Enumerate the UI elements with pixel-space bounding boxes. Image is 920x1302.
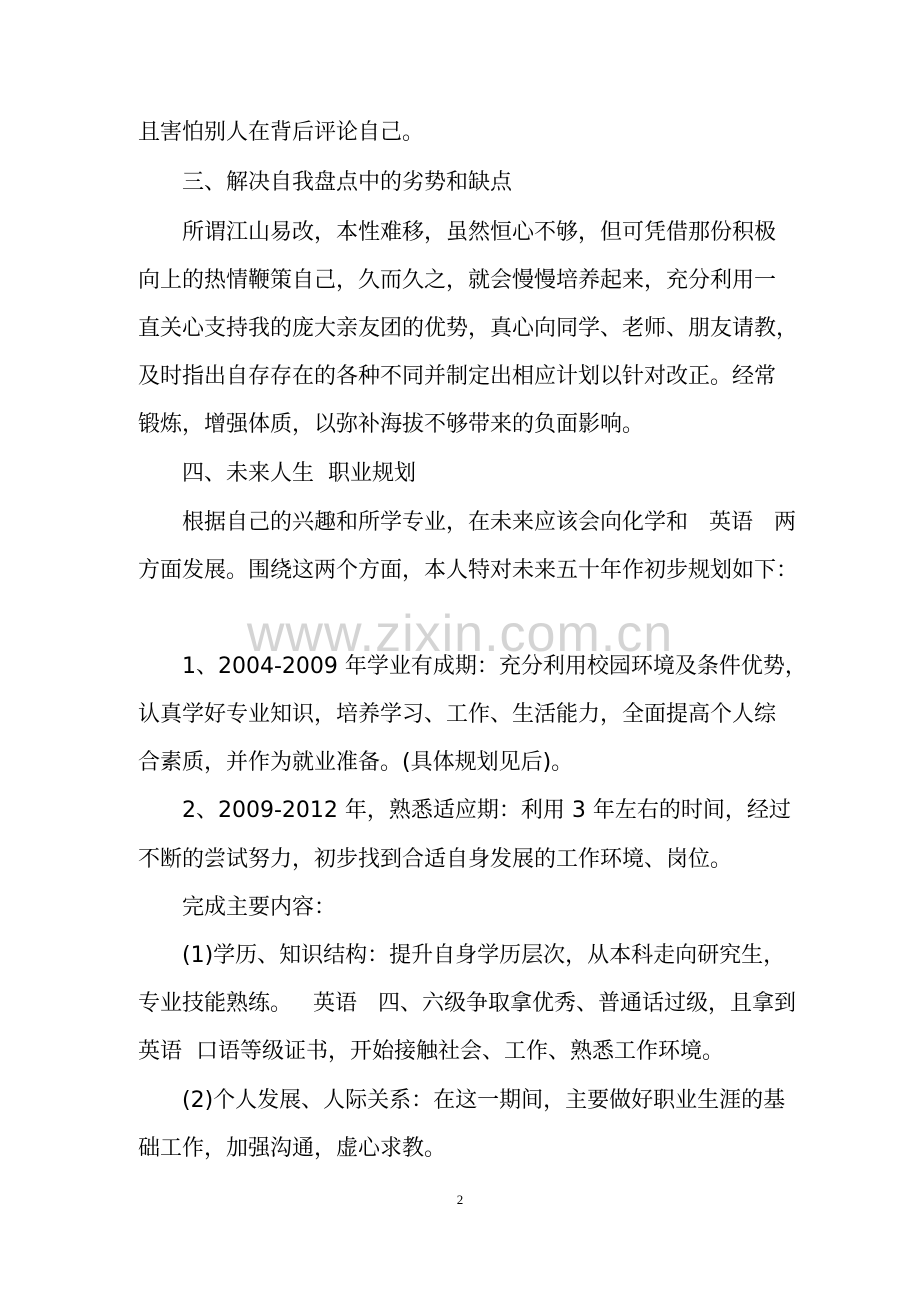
paragraph-line: 认真学好专业知识，培养学习、工作、生活能力，全面提高个人综 — [138, 702, 777, 727]
paragraph-line: 专业技能熟练。 英语 四、六级争取拿优秀、普通话过级，且拿到 — [138, 991, 796, 1016]
paragraph-line: 完成主要内容： — [182, 895, 337, 920]
page-number: 2 — [456, 1192, 464, 1207]
paragraph-line: (1)学历、知识结构：提升自身学历层次，从本科走向研究生， — [182, 943, 786, 968]
paragraph-line: 合素质，并作为就业准备。(具体规划见后)。 — [138, 750, 574, 775]
paragraph-line: 向上的热情鞭策自己，久而久之，就会慢慢培养起来，充分利用一 — [138, 268, 777, 293]
paragraph-line: 根据自己的兴趣和所学专业，在未来应该会向化学和 英语 两 — [182, 510, 796, 535]
paragraph-line: 2、2009-2012 年，熟悉适应期：利用 3 年左右的时间，经过 — [182, 798, 791, 823]
paragraph-line: 所谓江山易改，本性难移，虽然恒心不够，但可凭借那份积极 — [182, 220, 777, 245]
paragraph-line: 不断的尝试努力，初步找到合适自身发展的工作环境、岗位。 — [138, 847, 733, 872]
section-heading: 三、解决自我盘点中的劣势和缺点 — [182, 170, 513, 195]
paragraph-line: 英语 口语等级证书，开始接触社会、工作、熟悉工作环境。 — [138, 1039, 724, 1064]
paragraph-line: 1、2004-2009 年学业有成期：充分利用校园环境及条件优势， — [182, 654, 807, 679]
paragraph-line: 础工作，加强沟通，虚心求教。 — [138, 1136, 447, 1161]
paragraph-line: (2)个人发展、人际关系：在这一期间，主要做好职业生涯的基 — [182, 1088, 786, 1113]
paragraph-line: 锻炼，增强体质，以弥补海拔不够带来的负面影响。 — [138, 412, 645, 437]
paragraph-line: 及时指出自存存在的各种不同并制定出相应计划以针对改正。经常 — [138, 364, 777, 389]
paragraph-line: 方面发展。围绕这两个方面，本人特对未来五十年作初步规划如下： — [138, 558, 799, 583]
watermark: www.zixin.com.cn — [246, 605, 674, 663]
paragraph-line: 直关心支持我的庞大亲友团的优势，真心向同学、老师、朋友请教， — [138, 316, 799, 341]
section-heading: 四、未来人生 职业规划 — [182, 461, 416, 486]
paragraph-line: 且害怕别人在背后评论自己。 — [138, 120, 425, 145]
